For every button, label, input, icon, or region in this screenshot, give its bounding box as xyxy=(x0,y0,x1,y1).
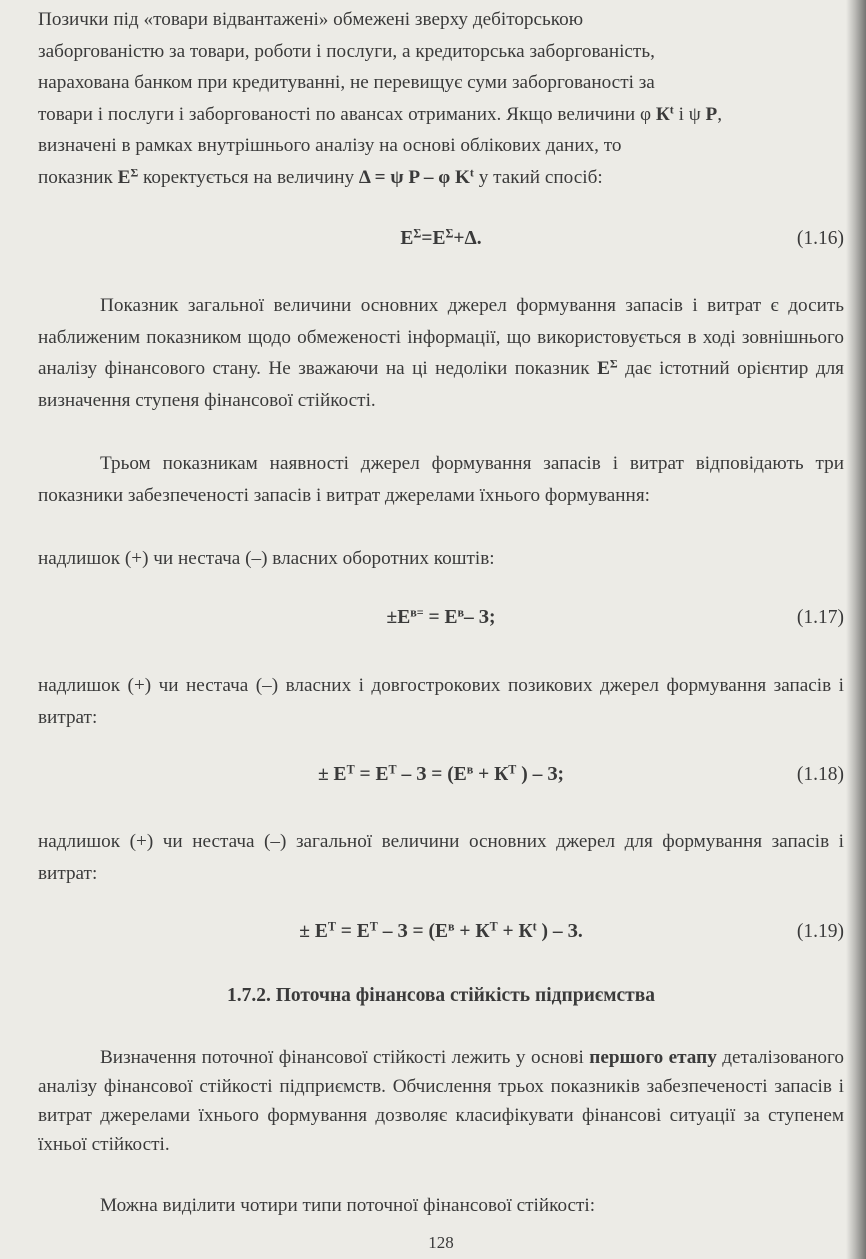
equation-1-17-number: (1.17) xyxy=(796,607,844,628)
eq18-a-sup: Т xyxy=(346,762,355,777)
paragraph-2-text-b: дає істотний орієнтир для визначення ступеня фінансової стійкості. xyxy=(38,358,844,411)
eq19-e-sup: t xyxy=(532,919,537,934)
eq18-b: = E xyxy=(354,764,389,785)
eq17-b: = E xyxy=(423,607,458,628)
eq17-b-sup: в xyxy=(457,605,465,620)
delta-formula-sup: t xyxy=(469,165,474,180)
equation-1-17 xyxy=(38,607,844,639)
equation-1-16-formula xyxy=(38,228,844,250)
line-4-end: , xyxy=(717,103,723,125)
equation-1-19-number: (1.19) xyxy=(796,921,844,942)
equation-1-16 xyxy=(38,228,844,260)
equation-1-17-formula xyxy=(38,607,844,629)
equation-1-19 xyxy=(38,921,844,953)
symbol-p: P xyxy=(705,103,718,125)
symbol-e-sigma xyxy=(118,167,139,188)
paragraph-7-bold: першого етапу xyxy=(589,1047,717,1068)
equation-1-18-number: (1.18) xyxy=(796,764,844,785)
paragraph-3: Трьом показникам наявності джерел формування запасів і витрат відповідають три показники забезпеченості запасів і витрат джерелами їхнього формування: xyxy=(38,453,844,506)
delta-formula xyxy=(359,167,474,188)
eq19-b-sup: Т xyxy=(369,919,378,934)
paragraph-2-symbol xyxy=(597,358,618,379)
paragraph-1 xyxy=(38,4,844,194)
eq19-b: = E xyxy=(335,921,370,942)
eq16-mid-sup: Σ xyxy=(445,226,454,241)
section-heading: 1.7.2. Поточна фінансова стійкість підприємства xyxy=(226,985,656,1006)
eq19-a-sup: Т xyxy=(327,919,336,934)
paragraph-1-line-3: нарахована банком при кредитуванні, не перевищує суми заборгованості за xyxy=(38,72,655,94)
paragraph-1-line-1: Позички під «товари відвантажені» обмежені зверху дебіторською xyxy=(38,9,584,30)
paragraph-2-symbol-e: E xyxy=(597,358,610,380)
page-edge-shadow xyxy=(846,0,866,1259)
eq18-d: + К xyxy=(473,764,509,785)
eq18-c: – З = (E xyxy=(396,764,467,785)
paragraph-6: надлишок (+) чи нестача (–) загальної величини основних джерел для формування запасів і витрат: xyxy=(38,831,844,884)
equation-1-18-formula xyxy=(38,764,844,786)
paragraph-5: надлишок (+) чи нестача (–) власних і довгострокових позикових джерел формування запасів і витрат: xyxy=(38,675,844,728)
delta-formula-text: Δ = ψ P – φ K xyxy=(358,166,470,188)
equation-1-18 xyxy=(38,764,844,796)
line-4-mid: і ψ xyxy=(673,103,706,125)
eq18-e: ) – З; xyxy=(516,764,564,785)
paragraph-7-text-a: Визначення поточної фінансової стійкості лежить у основі xyxy=(100,1047,590,1068)
eq17-c: – З; xyxy=(464,607,496,628)
eq19-e: + К xyxy=(497,921,533,942)
eq18-a: ± E xyxy=(317,764,347,785)
eq19-a: ± E xyxy=(299,921,328,942)
eq19-d: + К xyxy=(454,921,490,942)
eq18-d-sup: Т xyxy=(508,762,517,777)
eq19-d-sup: Т xyxy=(489,919,498,934)
paragraph-4: надлишок (+) чи нестача (–) власних оборотних коштів: xyxy=(38,548,495,569)
page-number: 128 xyxy=(428,1233,454,1252)
line-4-text: товари і послуги і заборгованості по авансах отриманих. Якщо величини φ xyxy=(38,103,656,125)
paragraph-2 xyxy=(38,290,844,416)
paragraph-7 xyxy=(38,1043,844,1159)
paragraph-2-text-a: Показник загальної величини основних джерел формування запасів і витрат є досить наближеним показником щодо обмеженості інформації, що використовується в ході зовнішнього аналізу фінансового стану. Не зважаючи на ці недоліки показник xyxy=(38,295,844,380)
eq17-a-sup: в= xyxy=(410,605,424,620)
eq18-c-sup: в xyxy=(466,762,474,777)
eq16-rhs: +Δ. xyxy=(453,228,482,249)
paragraph-1-line-5: визначені в рамках внутрішнього аналізу на основі облікових даних, то xyxy=(38,135,622,157)
equation-1-19-formula xyxy=(38,921,844,943)
symbol-e-text: E xyxy=(117,166,131,188)
paragraph-1-line-2: заборгованістю за товари, роботи і послуги, а кредиторська заборгованість, xyxy=(38,40,655,62)
eq17-a: ±E xyxy=(386,607,411,628)
eq16-mid: =E xyxy=(421,228,446,249)
paragraph-8: Можна виділити чотири типи поточної фінансової стійкості: xyxy=(100,1195,596,1216)
paragraph-1-line-4 xyxy=(38,99,844,131)
symbol-k xyxy=(656,104,674,125)
symbol-k-text: К xyxy=(655,103,670,125)
eq19-c: – З = (E xyxy=(377,921,449,942)
paragraph-7-text-b: деталізованого аналізу фінансової стійкості підприємств. Обчислення трьох показників забезпеченості запасів і витрат джерелами їхнього формування дозволяє класифікувати фінансові ситуації за ступенем їхньої стійкості. xyxy=(38,1047,845,1155)
line-6-text-b: коректується на величину xyxy=(138,166,359,188)
eq19-f: ) – З. xyxy=(536,921,583,942)
eq19-c-sup: в xyxy=(448,919,455,934)
paragraph-1-line-6 xyxy=(38,162,844,194)
eq18-b-sup: Т xyxy=(388,762,397,777)
line-6-text-c: у такий спосіб: xyxy=(473,166,603,188)
equation-1-16-number: (1.16) xyxy=(796,228,844,249)
symbol-e-sup: Σ xyxy=(130,165,139,180)
eq16-lhs: E xyxy=(400,228,414,249)
paragraph-2-symbol-sup: Σ xyxy=(609,356,618,371)
symbol-k-sup: t xyxy=(669,102,674,117)
line-6-text-a: показник xyxy=(38,166,118,188)
eq16-lhs-sup: Σ xyxy=(413,226,422,241)
